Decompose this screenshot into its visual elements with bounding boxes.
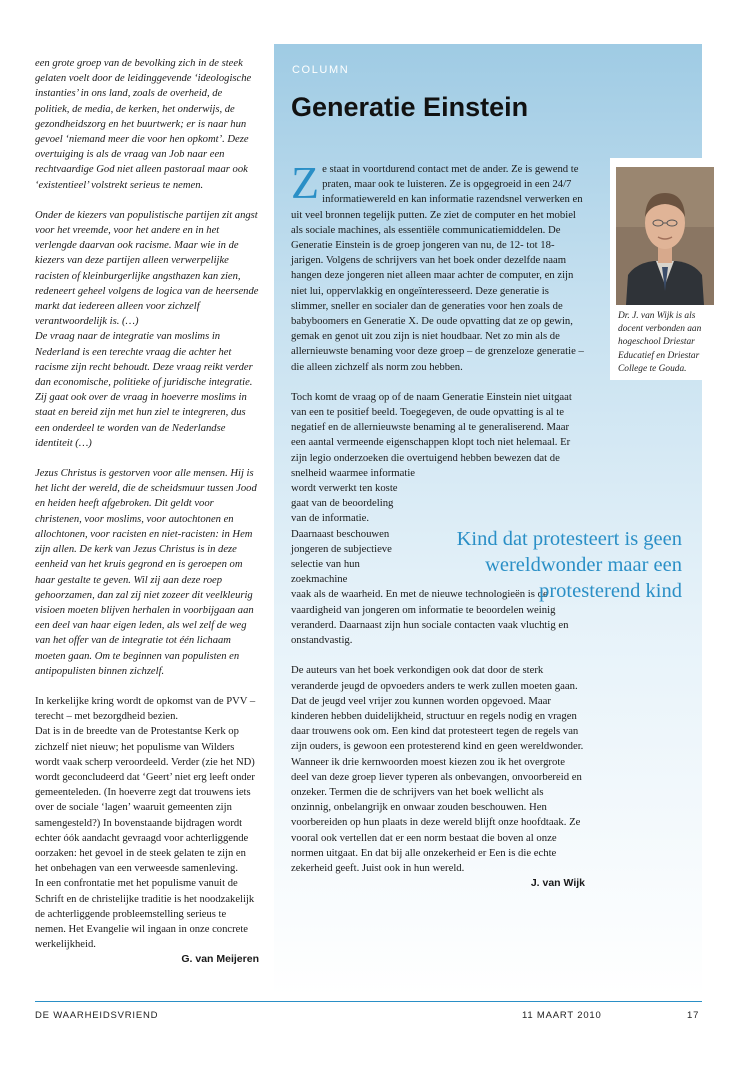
left-column [35,56,259,968]
column-paragraph: vaak als de waarheid. En met de nieuwe technologieën is de vaardigheid van jongeren om informatie te beoordelen weinig veranderd. Daarnaast zijn hun sociale contacten vaak vluchtig en onstandvastig. [291,588,569,647]
column-title: Generatie Einstein [291,92,529,122]
column-paragraph: wordt verwerkt ten koste gaat van de beoordeling van de informatie. Daarnaast beschouwen jongeren de subjectieve selectie van hun zoekmachine [291,482,398,586]
dropcap: Z [291,157,320,208]
footer-rule [35,1001,702,1002]
left-paragraph: De vraag naar de integratie van moslims in Nederland is een terechte vraag die achter het racisme zijn recht behoudt. Deze vraag reikt verder dan economische, politieke of juridische integratie. Zij gaat ook over de vraag in hoeverre moslims in staat en bereid zijn met hun ziel te integreren, dus een onderdeel te worden van de Nederlandse identiteit (…) [35,331,253,449]
left-paragraph: In een confrontatie met het populisme vanuit de Schrift en de christelijke traditie is het noodzakelijk de achterliggende probleemstelling serieus te nemen. Het Evangelie wil ingaan in onze concrete werkelijkheid. [35,878,255,951]
column-paragraph: Toch komt de vraag op of de naam Generatie Einstein niet uitgaat van een te positief beeld. Toegegeven, de oude opvatting is al te negatief en de allernieuwste benaming al te generaliserend. Maar een aantal vermeende eigenschappen klopt toch niet helemaal. Er zijn legio onderzoeken die overtuigend hebben bewezen dat de snelheid waarmee informatie [291,390,572,479]
author-portrait-image [616,167,714,305]
column-paragraph-text: e staat in voortdurend contact met de ander. Ze is gewend te praten, maar ook te luisteren. Ze is opgegroeid in een 24/7 informatiewereld en kan informatie razendsnel verwerken en uit veel bronnen tegelijk putten. Ze ziet de computer en het mobiel als sociale machines, als essentiële communicatiemiddelen. De Generatie Einstein is de groep jongeren van nu, de 12- tot 18-jarigen. Volgens de schrijvers van het boek onder dezelfde naam hangen deze jongeren niet alleen maar achter de computer, en zijn niet lui, oppervlakkig en ongeïnteresseerd. Deze generatie is slimmer, sneller en socialer dan de generaties voor hen zoals de babyboomers en Generatie X. De oude opvatting dat ze op gewin, gemak en genot uit zou zijn is niet houdbaar. Net zo min als de allernieuwste benaming voor deze groep – de grenzeloze generatie – die alleen zichzelf als norm zou hebben. [291,163,584,373]
left-author: G. van Meijeren [181,953,259,966]
author-photo [616,167,714,305]
left-paragraph: In kerkelijke kring wordt de opkomst van de PVV – terecht – met bezorgdheid bezien. [35,695,256,723]
left-paragraph: Jezus Christus is gestorven voor alle mensen. Hij is het licht der wereld, die de scheidsmuur tussen Jood en heiden heeft afgebroken. Dit geldt voor christenen, voor moslims, voor autochtonen en allochtonen, voor racisten en niet-racisten: in Hem zijn allen. De kerk van Jezus Christus is in deze eenheid van het kruis gegrond en is geroepen om haar gestalte te geven. Wil zij aan deze roep gehoorzamen, dan zal zij niet zozeer dit veelkleurig visioen moeten blijven herhalen in voorbijgaan aan een deel van haar eigen leden, als wel zelf de weg van het offer van de integratie tot één lichaam moeten gaan. Om te beginnen van populisten en antipopulisten binnen zichzelf. [35,468,257,677]
author-photo-card [610,158,720,380]
column-paragraph: Wanneer ik drie kernwoorden moest kiezen zou ik het overgrote deel van deze groep liever typeren als onbevangen, onvoorbereid en onzeker. Termen die de schrijvers van het boek wellicht als onzinnig, onbelangrijk en onwaar zouden beschouwen. Hen voorbereiden op hun plaats in deze wereld blijft onze hoofdtaak. Ze vooral ook vertellen dat er een norm bestaat die boven al onze normen uitgaat. En dat bij alle onzekerheid er Een is die echte zekerheid geeft. Juist ook in hun wereld. [291,755,582,874]
pull-quote: Kind dat protesteert is geen wereldwonder maar een protesterend kind [456,528,682,602]
left-paragraph: Onder de kiezers van populistische partijen zit angst voor het vreemde, voor het andere en in het verlengde daarvan ook racisme. Maar wie in de kiezers van deze partijen alleen verwerpelijke racisten of kleinburgerlijke angsthazen kan zien, redeneert geheel volgens de logica van de heersende markt dat iedereen alleen voor zichzelf verantwoordelijk is. (…) [35,209,259,328]
column-paragraph: De auteurs van het boek verkondigen ook dat door de sterk veranderde jeugd de opvoeders anders te werk zullen moeten gaan. Dat de jeugd veel vrijer zou kunnen worden opgevoed. Maar kinderen hebben duidelijkheid, structuur en regels nodig en vragen daar trouwens ook om. Een kind dat protesteert tegen de regels van zijn ouders, is gewoon een protesterend kind en geen wereldwonder. [291,664,584,753]
column-signature: J. van Wijk [530,877,585,890]
left-paragraph: een grote groep van de bevolking zich in de steek gelaten voelt door de leidinggevende ‘ideologische instanties’ in ons land, zoals de overheid, de politiek, de media, de kerken, het onderwijs, de gezondheidszorg en het buurtwerk; er is naar hun gevoel ‘niemand meer die voor hen opkomt’. Deze overtuiging is als de vraag van Job naar een rechtvaardige God niet alleen pastoraal maar ook ‘existentieel’ volstrekt serieus te nemen. [35,58,252,191]
footer-publication: DE WAARHEIDSVRIEND [35,1010,159,1021]
footer-page-number: 17 [687,1010,700,1021]
footer-date: 11 MAART 2010 [522,1010,602,1021]
column-paragraph [291,157,585,375]
left-paragraph: Dat is in de breedte van de Protestantse Kerk op zichzelf niet nieuw; het populisme van Wilders wordt vaak scherp veroordeeld. Verder (zie het ND) wordt geconcludeerd dat ‘Geert’ niet erg leeft onder gemeenteleden. (In hoeverre zegt dat trouwens iets over de sociale ‘lagen’ waaruit gemeenten zijn samengesteld?) In bovenstaande bijdragen wordt echter óók aandacht gevraagd voor achterliggende oorzaken: het gevoel in de steek gelaten te zijn en het onbehagen van een verweesde samenleving. [35,726,255,875]
column-kicker: COLUMN [292,64,350,76]
photo-caption: Dr. J. van Wijk is als docent verbonden aan hogeschool Driestar Educatief en Driestar College te Gouda. [618,311,702,374]
